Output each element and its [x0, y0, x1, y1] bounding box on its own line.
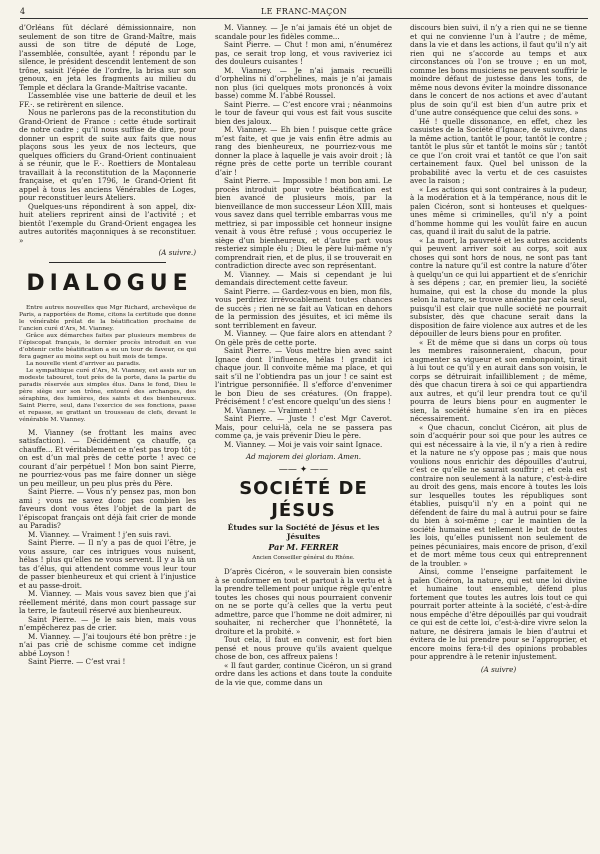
article-title: SOCIÉTÉ DE JÉSUS: [239, 478, 368, 521]
dialogue-line: Saint Pierre. — Il n’y a pas de quoi l’être, je vous assure, car ces intrigues vous nuisent, hélas ! plus qu’elles ne vous servent. Il y a là un tas d’élus, qui attendent comme vous leur tour de passer bienheureux et qui crient à l’injustice et au passe-droit.: [19, 538, 196, 590]
paragraph: « Et de même que si dans un corps où tous les membres raisonneraient, chacun, pour augmenter sa vigueur et son embonpoint, tirait à lui tout ce qu’il y en aurait dans son voisin, le corps se détruirait infailliblement ; de même, dès que chacun tirera à soi ce qui appartiendra aux autres, et qu’il leur prendra tout ce qu’il pourra de leurs biens pour en augmenter le sien, la société humaine s’en ira en pièces nécessairement.: [410, 337, 587, 423]
column-2: [215, 24, 392, 846]
ornament-divider: —— ✦ ——: [278, 464, 329, 475]
paragraph: Nous ne parlerons pas de la reconstitution du Grand-Orient de France : cette étude sortirait de notre cadre ; qu’il nous suffise de dire, pour donner un esprit de suite aux faits que nous plaçons sous les yeux de nos lecteurs, que quelques officiers du Grand-Orient continuaient à se réunir, que le F.·. Roettiers de Montaleau travaillait à la reconstitution de la Maçonnerie française, et qu’en 1796, le Grand-Orient fit appel à tous les anciens Vénérables de Loges, pour reconstituer leurs Ateliers.: [19, 108, 196, 202]
article-subtitle: Études sur la Société de Jésus et les Jésuites: [227, 523, 380, 541]
paragraph: d’Orléans fût déclaré démissionnaire, non seulement de son titre de Grand-Maître, mais aussi de son titre de député de Loge, l’assemblée, consultée, ayant ! répondu par le silence, le président descendit lentement de son trône, saisit l’épée de l’ordre, la brisa sur son genoux, en jeta les fragments au milieu du Temple et déclara la Grande-Maîtrise vacante.: [19, 24, 196, 92]
dialogue-line: Saint Pierre. — C’est encore vrai ; néanmoins le tour de faveur qui vous est fait vous suscite bien des jaloux.: [215, 99, 392, 126]
paragraph: « Les actions qui sont contraires à la pudeur, à la modération et à la tempérance, nous dit le païen Cicéron, sont si honteuses et quelques-unes même si criminelles, qu’il n’y a point d’homme homme qui les voulût faire en aucun cas, quand il irait du salut de la patrie.: [410, 184, 587, 236]
dialogue-line: Saint Pierre. — Impossible ! mon bon ami. Le procès introduit pour votre béatification est bien avancé de plusieurs mois, par la bienveillance de mon successeur Léon XIII, mais vous savez dans quel terrible embarras vous me mettriez, si par impossible cet honneur insigne venait à vous être refusé ; vous occuperiez le siège d’un bienheureux, et d’autre part vous resteriez simple élu ; Dieu le père lui-même n’y comprendrait rien, et de plus, il se trouverait en contradiction directe avec son représentant.: [215, 176, 392, 270]
article-author: Par M. FERRER: [268, 542, 339, 552]
intro-paragraph: Entre autres nouvelles que Mgr Richard, archevêque de Paris, a rapportées de Rome, citons la certitude que donne le vénérable prélat de la béatification prochaine de l’ancien curé d’Ars, M. Vianney.: [19, 304, 196, 332]
column-3: [410, 24, 587, 846]
dialogue-line: M. Vianney. — J’ai toujours été bon prêtre : je n’ai pas crié de schisme comme cet indigne abbé Loyson !: [19, 631, 196, 658]
dialogue-line: M. Vianney. — Vraiment !: [224, 405, 317, 415]
newspaper-title: LE FRANC-MAÇON: [260, 7, 348, 16]
paragraph: Hé ! quelle dissonance, en effet, chez les casuistes de la Société d’Ignace, de suivre, dans la même action, tantôt le pour, tantôt le contre ; tantôt le plus sûr et tantôt le moins sûr ; tantôt ce que l’on croit vrai et tantôt ce que l’on sait certainement faux. Quel bel unisson de la probabilité avec la vertu et de ces casuistes avec la raison ;: [410, 116, 587, 185]
dialogue-line: M. Vianney. — Mais si cependant je lui demandais directement cette faveur.: [215, 269, 392, 287]
column-1: [19, 24, 196, 846]
dialogue-line: M. Vianney. — Mais vous savez bien que j’ai réellement mérité, dans mon court passage sur la terre, le fauteuil réservé aux bienheureux.: [19, 589, 196, 615]
intro-paragraph: La nouvelle vient d’arriver au paradis.: [26, 360, 141, 367]
paragraph: « Il faut garder, continue Cicéron, un si grand ordre dans les actions et dans toute la conduite de la vie que, comme dans un: [215, 660, 392, 687]
dialogue-line: M. Vianney. — Vraiment ! j’en suis ravi.: [28, 529, 172, 539]
paragraph: Tout cela, il faut en convenir, est fort bien pensé et nous prouve qu’ils avaient quelque chose de bon, ces affreux païens !: [215, 635, 392, 661]
intro-paragraph: Le sympathique curé d’Ars, M. Vianney, est assis sur un modeste tabouret, tout près de la porte, dans la partie du paradis réservée aux simples élus. Dans le fond, Dieu le père siège sur son trône, entouré des archanges, des séraphins, des lumières, des saints et des bienheureux. Saint Pierre, seul, dans l’exercice de ses fonctions, passe et repasse, se grattant un trousseau de clefs, devant le vénérable M. Vianney.: [19, 367, 196, 423]
dialogue-line: M. Vianney (se frottant les mains avec satisfaction). — Décidément ça chauffe, ça chauffe... Et véritablement ce n’est pas trop tôt ; on est d’un mal près de cette porte ! avec ce courant d’air perpétuel ! Mon bon saint Pierre, ne pourriez-vous pas me faire donner un siège un peu meilleur, un peu plus près du Père.: [19, 427, 196, 488]
to-be-continued: (A suivre): [480, 664, 517, 674]
page-number: 4: [20, 7, 26, 16]
intro-paragraph: Grâce aux démarches faites par plusieurs membres de l’épiscopat français, le dernier procès introduit en vue d’obtenir cette béatification a eu un tour de faveur, ce qui fera gagner au moins sept ou huit mois de temps.: [19, 332, 196, 360]
author-role: Ancien Conseiller général du Rhône.: [252, 554, 355, 561]
dialogue-line: Saint Pierre. — C’est vrai !: [28, 657, 126, 666]
dialogue-title: DIALOGUE: [26, 270, 193, 296]
paragraph: Quelques-uns répondirent à son appel, dix-huit ateliers reprirent ainsi de l’activité ; et bientôt l’exemple du Grand-Orient engagea les autres autorités maçonniques à se reconstituer. »: [19, 201, 196, 245]
dialogue-line: Saint Pierre. — Juste ! c’est Mgr Caverot. Mais, pour celui-là, cela ne se passera pas comme ça, je vais prévenir Dieu le père.: [215, 414, 392, 440]
paragraph: « Que chacun, conclut Cicéron, ait plus de soin d’acquérir pour soi que pour les autres ce qui est nécessaire à la vie, il n’y a rien à redire et la nature ne s’y oppose pas ; mais que nous voulions nous enrichir des dépouilles d’autrui, c’est ce qu’elle ne saurait souffrir ; et cela est contraire non seulement à la nature, c’est-à-dire au droit des gens, mais encore à toutes les lois sur lesquelles toutes les républiques sont établies, puisqu’il n’y en a point qui ne défendent de faire du mal à autrui pour se faire du bien à soi-même ; car le maintien de la société humaine est tellement le but de toutes les lois, qu’elles punissent non seulement de peines pécuniaires, mais encore de prison, d’exil et de mort même tous ceux qui entreprennent de la troubler. »: [410, 422, 587, 568]
dialogue-line: Saint Pierre. — Vous mettre bien avec saint Ignace dont l’influence, hélas ! grandit ici chaque jour. Il convoite même ma place, et qui sait s’il ne l’obtiendra pas un jour ! ce saint est l’intrigue personnifiée. Il s’efforce d’envenimer le bon Dieu de ses créatures. (On frappe). Précisément ! c’est encore quelqu’un des siens !: [215, 346, 392, 406]
to-be-continued: (A suivre.): [158, 248, 196, 257]
paragraph: L’assemblée vise une batterie de deuil et les FF.·. se retirèrent en silence.: [19, 91, 196, 109]
dialogue-line: M. Vianney. — Je n’ai jamais été un objet de scandale pour les fidèles comme...: [215, 24, 392, 41]
dialogue-line: M. Vianney. — Je n’ai jamais recueilli d’orphelins ni d’orphelines, mais je n’ai jamais non plus (ici quelques mots prononcés à voix basse) comme M. l’abbé Roussel.: [215, 65, 392, 100]
paragraph: « La mort, la pauvreté et les autres accidents qui peuvent arriver soit au corps, soit aux choses qui sont hors de nous, ne sont pas tant contre la nature qu’il est contre la nature d’ôter à quelqu’un ce qui lui appartient et de s’enrichir à ses dépens ; car, en premier lieu, la société humaine, qui est la chose du monde la plus selon la nature, se trouve anéantie par cela seul, puisqu’il est clair que nulle société ne pourrait subsister, dès que chacune serait dans la disposition de faire violence aux autres et de les dépouiller de leurs biens pour en profiter.: [410, 235, 587, 338]
dialogue-line: Saint Pierre. — Chut ! mon ami, n’énumérez pas, ce serait trop long, et vous raviveriez ici des douleurs cuisantes !: [215, 40, 392, 66]
paragraph: Ainsi, comme l’enseigne parfaitement le païen Cicéron, la nature, qui est une loi divine et humaine tout ensemble, défend plus fortement que toutes les autres lois tout ce qui pourrait porter atteinte à la société, c’est-à-dire nous empêche d’être dépouillés par qui voudrait ce qui est de cette loi, c’est-à-dire vivre selon la nature, ne désirera jamais le bien d’autrui et évitera de le lui prendre pour se l’approprier, et encore moins fera-t-il des opinions probables pour apprendre à le retenir injustement.: [410, 567, 587, 661]
divider: [49, 262, 166, 263]
dialogue-line: Saint Pierre. — Vous n’y pensez pas, mon bon ami ; vous ne savez donc pas combien les faveurs dont vous êtes l’objet de la part de l’épiscopat français ont déjà fait crier de monde au Paradis?: [19, 487, 196, 530]
dialogue-line: M. Vianney. — Moi je vais voir saint Ignace.: [224, 439, 383, 449]
paragraph: D’après Cicéron, « le souverain bien consiste à se conformer en tout et partout à la vertu et à la prendre tellement pour unique règle qu’entre toutes les choses qui nous pourraient convenir on ne se porte qu’à celles que la vertu peut admettre, parce que l’homme ne doit admirer, ni souhaiter, ni rechercher que l’honnêteté, la droiture et la probité. »: [215, 567, 392, 636]
motto: Ad majorem dei gloriam. Amen.: [245, 452, 361, 461]
page-header: [20, 6, 588, 19]
dialogue-intro: [19, 305, 196, 424]
dialogue-line: M. Vianney. — Que faire alors en attendant ? On gèle près de cette porte.: [215, 329, 392, 347]
dialogue-line: Saint Pierre. — Gardez-vous en bien, mon fils, vous perdriez irrévocablement toutes chances de succès ; rien ne se fait au Vatican en dehors de la permission des jésuites, et ici même ils sont terriblement en faveur.: [215, 286, 392, 330]
dialogue-line: M. Vianney. — Eh bien ! puisque cette grâce m’est faite, et que je vais enfin être admis au rang des bienheureux, ne pourriez-vous me donner la place à laquelle je vais avoir droit ; là régne près de cette porte un terrible courant d’air !: [215, 125, 392, 177]
paragraph: discours bien suivi, il n’y a rien qui ne se tienne et qui ne convienne l’un à l’autre ; de même, dans la vie et dans les actions, il faut qu’il n’y ait rien qui ne s’accorde au temps et aux circonstances où l’on se trouve ; en un mot, comme les bons musiciens ne peuvent souffrir le moindre défaut de justesse dans les tons, de même nous devons éviter la moindre dissonance dans le concert de nos actions et avec d’autant plus de soin qu’il est bien d’un autre prix et d’une autre conséquence que celui des sons. »: [410, 24, 587, 117]
dialogue-line: Saint Pierre. — Je le sais bien, mais vous n’empêcherez pas de crier.: [19, 614, 196, 632]
